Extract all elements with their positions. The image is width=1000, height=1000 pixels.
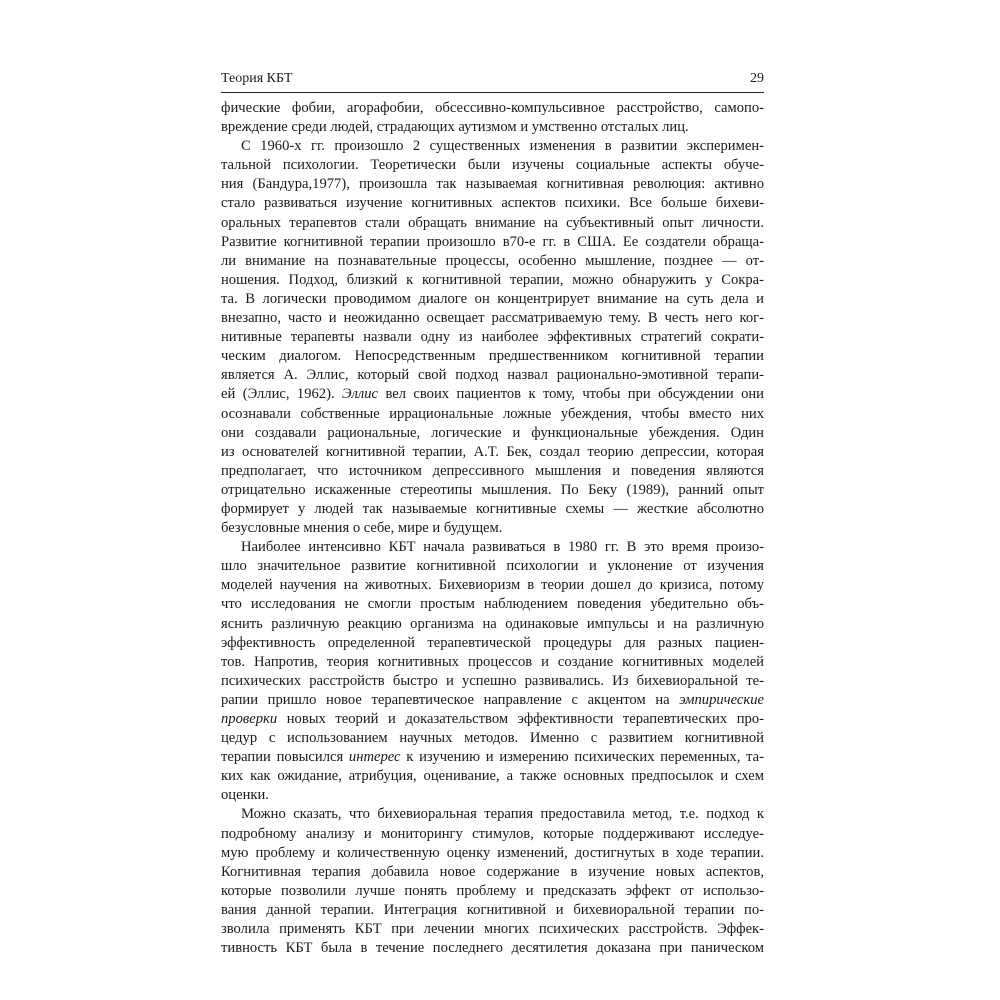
text-line: [221, 805, 764, 824]
text-line: [221, 462, 764, 481]
text-line: [221, 748, 764, 767]
text-line: [221, 328, 764, 347]
text-segment: яснить различную реакцию организма на одинаковые импульсы и на различную: [221, 615, 764, 632]
text-segment: рапии пришло новое терапевтическое направление с акцентом на: [221, 691, 670, 708]
text-segment: вел своих пациентов к тому, чтобы при обсуждении они: [385, 386, 764, 403]
text-segment: тальной психологии. Теоретически были изучены социальные аспекты обуче-: [221, 157, 764, 174]
text-line: [221, 538, 764, 557]
text-line: [221, 366, 764, 385]
text-segment: которые позволили лучше понять проблему и предсказать эффект от использо-: [221, 882, 764, 899]
text-line: [221, 233, 764, 252]
chapter-title: Теория КБТ: [221, 71, 293, 86]
text-segment: что исследования не смогли простым наблюдением поведения убедительно объ-: [221, 596, 764, 613]
italic-term: интерес: [348, 749, 401, 766]
running-head: [221, 70, 764, 93]
text-segment: зволила применять КБТ при лечении многих психических расстройств. Эффек-: [221, 921, 764, 938]
text-segment: та. В логически проводимом диалоге он концентрирует внимание на суть дела и: [221, 290, 764, 307]
text-segment: они создавали рациональные, логические и функциональные убеждения. Один: [221, 424, 764, 441]
text-line: [221, 271, 764, 290]
text-segment: безусловные мнения о себе, мире и будущем.: [221, 520, 503, 537]
text-segment: терапии повысился: [221, 749, 344, 766]
text-line: [221, 901, 764, 920]
text-line: [221, 920, 764, 939]
italic-term: Эллис: [342, 386, 379, 403]
text-segment: С 1960-х гг. произошло 2 существенных изменения в развитии эксперимен-: [241, 138, 764, 155]
text-line: [221, 634, 764, 653]
text-segment: ния (Бандура,1977), произошла так называемая когнитивная революция: активно: [221, 176, 764, 193]
text-segment: ей (Эллис, 1962).: [221, 386, 335, 403]
text-line: [221, 118, 764, 137]
italic-term: эмпирические: [679, 691, 764, 708]
text-segment: отрицательно искаженные стереотипы мышления. По Беку (1989), ранний опыт: [221, 481, 764, 498]
text-segment: шло значительное развитие когнитивной психологии и уклонение от изучения: [221, 558, 764, 575]
text-line: [221, 500, 764, 519]
text-line: [221, 576, 764, 595]
text-line: [221, 672, 764, 691]
text-line: [221, 939, 764, 958]
text-line: [221, 882, 764, 901]
text-segment: ли внимание на познавательные процессы, особенно мышление, позднее — от-: [221, 252, 764, 269]
text-segment: вания данной терапии. Интеграция когнитивной и бихевиоральной терапии по-: [221, 901, 764, 918]
text-segment: тов. Напротив, теория когнитивных процессов и создание когнитивных моделей: [221, 653, 764, 670]
text-segment: из основателей когнитивной терапии, А.Т. Бек, создал теорию депрессии, которая: [221, 443, 764, 460]
text-segment: стало развиваться изучение когнитивных аспектов психики. Все больше бихеви-: [221, 195, 764, 212]
text-segment: оральных терапевтов стали обращать внимание на субъективный опыт личности.: [221, 214, 764, 231]
text-line: [221, 137, 764, 156]
text-line: [221, 615, 764, 634]
text-segment: моделей научения на животных. Бихевиоризм в теории дошел до кризиса, потому: [221, 577, 764, 594]
text-line: [221, 519, 764, 538]
text-segment: предполагает, что источником депрессивного мышления и поведения являются: [221, 462, 764, 479]
text-segment: ких как ожидание, атрибуция, оценивание, а также основных предпосылок и схем: [221, 768, 764, 785]
text-segment: формирует у людей так называемые когнитивные схемы — жесткие абсолютно: [221, 500, 764, 517]
text-line: [221, 710, 764, 729]
text-line: [221, 424, 764, 443]
text-line: [221, 405, 764, 424]
text-segment: новых теорий и доказательством эффективности терапевтических про-: [286, 711, 764, 727]
text-line: [221, 767, 764, 786]
text-segment: Можно сказать, что бихевиоральная терапия предоставила метод, т.е. подход к: [241, 806, 764, 823]
text-line: [221, 290, 764, 309]
text-segment: подробному анализу и мониторингу стимулов, которые поддерживают исследуе-: [221, 825, 764, 842]
body-text: [221, 99, 764, 958]
text-line: [221, 844, 764, 863]
page-number: 29: [750, 71, 764, 86]
text-segment: оценки.: [221, 787, 269, 804]
text-line: [221, 595, 764, 614]
text-segment: ношения. Подход, близкий к когнитивной терапии, можно обнаружить у Сокра-: [221, 271, 764, 288]
text-line: [221, 481, 764, 500]
text-segment: осознавали собственные иррациональные ложные убеждения, чтобы вместо них: [221, 405, 764, 422]
text-segment: психических расстройств быстро и успешно развивались. Из бихевиоральной те-: [221, 672, 764, 689]
text-segment: к изучению и измерению психических переменных, та-: [406, 749, 764, 766]
text-line: [221, 252, 764, 271]
book-page: [221, 70, 764, 958]
text-segment: нитивные терапевты назвали одну из наиболее эффективных стратегий сократи-: [221, 329, 764, 346]
text-segment: эффективность определенной терапевтической процедуры для разных пациен-: [221, 634, 764, 651]
text-line: [221, 786, 764, 805]
text-segment: мую проблему и количественную оценку изменений, достигнутых в ходе терапии.: [221, 844, 764, 861]
text-line: [221, 309, 764, 328]
text-line: [221, 214, 764, 233]
text-segment: цедур с использованием научных методов. Именно с развитием когнитивной: [221, 730, 764, 747]
text-line: [221, 385, 764, 404]
text-line: [221, 347, 764, 366]
text-segment: является А. Эллис, который свой подход назвал рационально-эмотивной терапи-: [221, 367, 764, 384]
text-line: [221, 825, 764, 844]
text-line: [221, 863, 764, 882]
text-line: [221, 194, 764, 213]
text-segment: вреждение среди людей, страдающих аутизмом и умственно отсталых лиц.: [221, 119, 689, 136]
text-segment: Развитие когнитивной терапии произошло в70-е гг. в США. Ее создатели обраща-: [221, 233, 764, 250]
text-line: [221, 443, 764, 462]
text-segment: Наиболее интенсивно КБТ начала развиваться в 1980 гг. В это время произо-: [241, 539, 764, 556]
text-segment: внезапно, часто и неожиданно освещает рассматриваемую тему. В честь него ког-: [221, 310, 764, 327]
italic-term: проверки: [221, 711, 278, 727]
text-line: [221, 99, 764, 118]
text-line: [221, 156, 764, 175]
text-segment: Когнитивная терапия добавила новое содержание в изучение новых аспектов,: [221, 863, 764, 880]
text-line: [221, 653, 764, 672]
text-segment: фические фобии, агорафобии, обсессивно-компульсивное расстройство, самопо-: [221, 100, 764, 116]
text-line: [221, 557, 764, 576]
text-segment: ческим диалогом. Непосредственным предшественником когнитивной терапии: [221, 348, 764, 365]
text-segment: тивность КБТ была в течение последнего десятилетия доказана при паническом: [221, 940, 764, 957]
text-line: [221, 729, 764, 748]
text-line: [221, 175, 764, 194]
text-line: [221, 691, 764, 710]
